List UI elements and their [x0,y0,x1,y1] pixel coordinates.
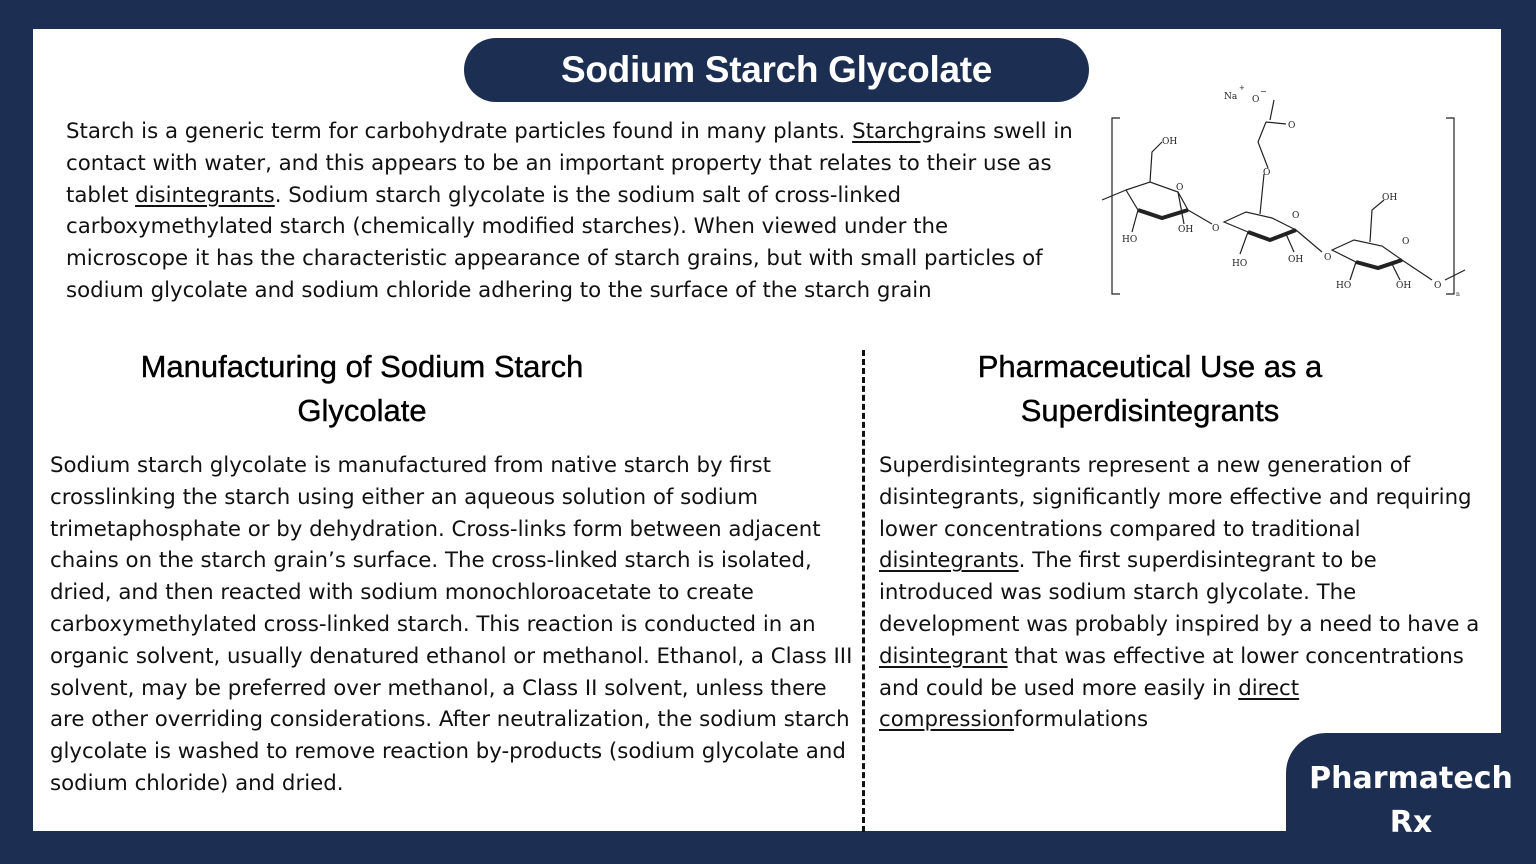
oh-label-4: OH [1382,193,1398,203]
ho-label-3: HO [1336,281,1352,291]
oh-label-1: OH [1162,137,1178,147]
pharma-text-1: Superdisintegrants represent a new generation of disintegrants, significantly more effective and requiring lower concentrations compared to traditional [879,453,1472,542]
intro-text-2: grains swell in contact with water, and this appears to be an important property that relates to their use as tablet [66,119,1073,208]
ring-oxygen-3: O [1402,237,1410,247]
pharma-use-heading-line1: Pharmaceutical Use as a [977,349,1323,384]
intro-text-3: . Sodium starch glycolate is the sodium salt of cross-linked carboxymethylated starch (chemically modified starches). When viewed under the microscope it has the characteristic appearance of starch grains, but with small particles of sodium glycolate and sodium chloride adhering to the surface of the starch grain [66,182,1043,303]
oh-label-2: OH [1178,225,1194,235]
oh-label-3: OH [1288,255,1304,265]
sodium-label: Na [1224,92,1238,102]
plus-charge: + [1239,84,1245,92]
pharma-text-3: that was effective at lower concentrations and could be used more easily in [879,643,1464,701]
ring-oxygen-1: O [1176,183,1184,193]
brand-line2: Rx [1389,805,1433,840]
disintegrants-link-2[interactable]: disintegrants [879,548,1019,574]
chemical-structure-diagram [1100,82,1470,304]
brand-badge [1286,733,1536,864]
bridge-oxygen-2: O [1324,253,1332,263]
intro-text-1: Starch is a generic term for carbohydrate particles found in many plants. [66,119,853,144]
disintegrant-link[interactable]: disintegrant [879,643,1008,669]
pharma-text-4: formulations [1014,707,1149,733]
intro-paragraph [66,116,1076,307]
manufacturing-heading-line1: Manufacturing of Sodium Starch [140,349,584,384]
repeat-subscript: n [1456,291,1460,298]
ether-oxygen: O [1263,168,1271,178]
bridge-oxygen-1: O [1212,224,1220,234]
carboxylate-oxygen: O [1252,95,1260,105]
disintegrants-link[interactable]: disintegrants [135,182,275,208]
starch-link[interactable]: Starch [852,119,921,144]
brand-line1: Pharmatech [1309,761,1513,796]
bridge-oxygen-3: O [1434,281,1442,291]
manufacturing-paragraph: Sodium starch glycolate is manufactured from native starch by first crosslinking the starch using either an aqueous solution of sodium trimetaphosphate or by dehydration. Cross-links form between adjacent chains on the starch grain’s surface. The cross-linked starch is isolated, dried, and then reacted with sodium monochloroacetate to create carboxymethylated cross-linked starch. This reaction is conducted in an organic solvent, usually denatured ethanol or methanol. Ethanol, a Class III solvent, may be preferred over methanol, a Class II solvent, unless there are other overriding considerations. After neutralization, the sodium starch glycolate is washed to remove reaction by-products (sodium glycolate and sodium chloride) and dried. [50,453,853,796]
manufacturing-heading [52,345,672,433]
pharma-use-paragraph [879,450,1484,736]
oh-label-4b: OH [1396,281,1412,291]
direct-compression-link[interactable]: direct compression [879,675,1300,733]
pharma-text-2: . The first superdisintegrant to be introduced was sodium starch glycolate. The development was probably inspired by a need to have a [879,548,1480,637]
column-divider [862,350,865,832]
carbonyl-oxygen: O [1288,121,1296,131]
page-title-text: Sodium Starch Glycolate [560,49,993,90]
manufacturing-heading-line2: Glycolate [297,393,427,428]
ring-oxygen-2: O [1292,211,1300,221]
pharma-use-heading [880,345,1420,433]
page-title [464,38,1089,102]
minus-charge: − [1260,87,1267,96]
ho-label-1: HO [1122,235,1138,245]
ho-label-2: HO [1232,259,1248,269]
pharma-use-heading-line2: Superdisintegrants [1020,393,1280,428]
